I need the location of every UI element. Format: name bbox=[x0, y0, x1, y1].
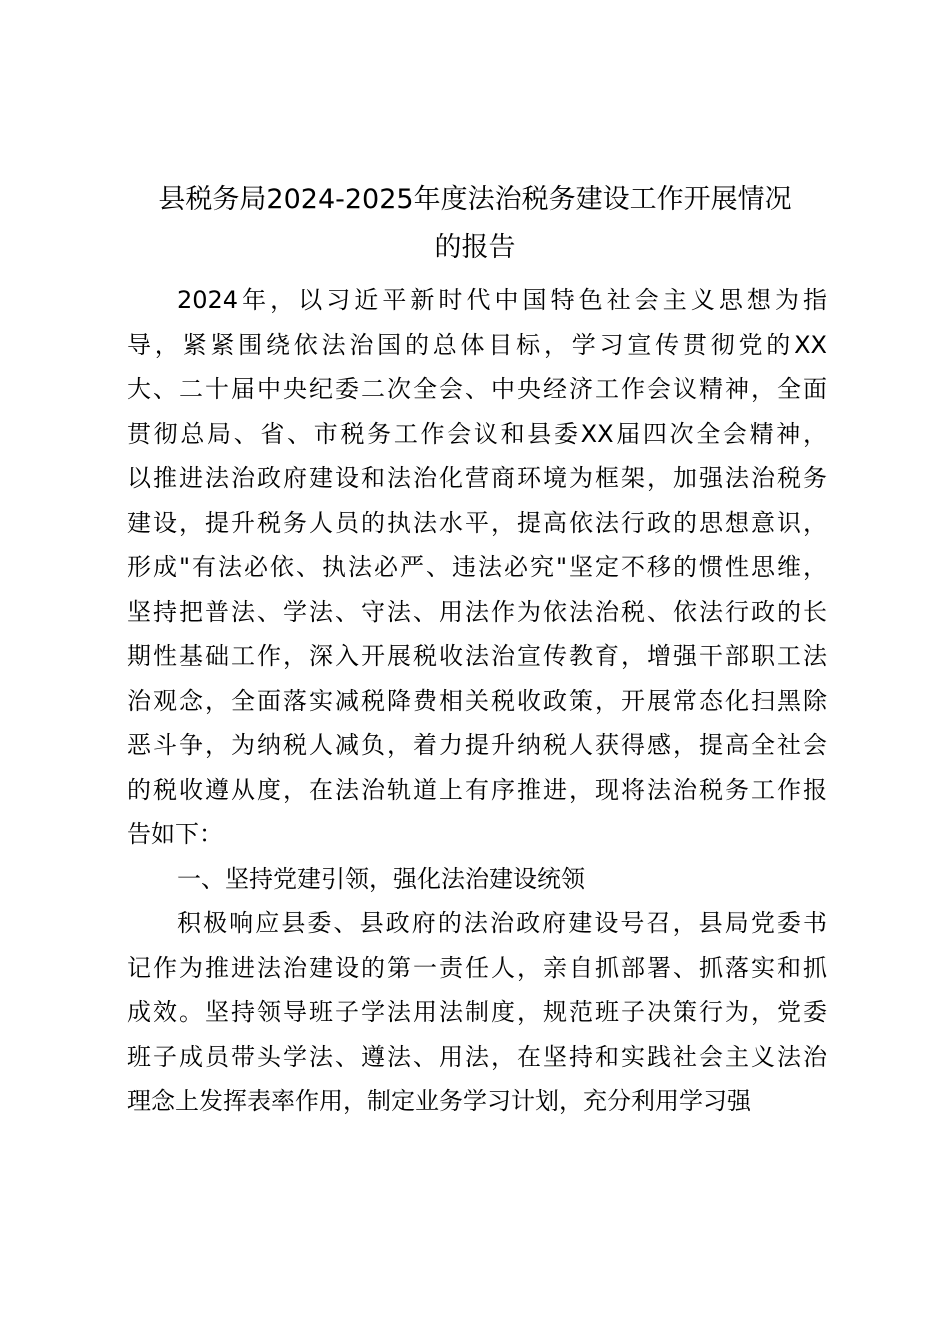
body-line: 期性基础工作，深入开展税收法治宣传教育，增强干部职工法 bbox=[127, 642, 827, 670]
body-line: 治观念，全面落实减税降费相关税收政策，开展常态化扫黑除 bbox=[127, 686, 827, 715]
body-line: 班子成员带头学法、遵法、用法，在坚持和实践社会主义法治 bbox=[127, 1042, 827, 1071]
body-line: 坚持把普法、学法、守法、用法作为依法治税、依法行政的长 bbox=[127, 597, 827, 626]
body-line: 理念上发挥表率作用，制定业务学习计划，充分利用学习强 bbox=[127, 1087, 751, 1115]
body-line: 告如下： bbox=[127, 820, 223, 848]
body-line: 形成"有法必依、执法必严、违法必究"坚定不移的惯性思维， bbox=[127, 553, 827, 581]
document-title bbox=[120, 176, 830, 272]
body-line: 以推进法治政府建设和法治化营商环境为框架，加强法治税务 bbox=[127, 464, 827, 492]
body-line: 建设，提升税务人员的执法水平，提高依法行政的思想意识， bbox=[127, 508, 827, 537]
body-line: 2024年，以习近平新时代中国特色社会主义思想为指 bbox=[177, 286, 827, 314]
body-line: 记作为推进法治建设的第一责任人，亲自抓部署、抓落实和抓 bbox=[127, 953, 827, 982]
body-line: 恶斗争，为纳税人减负，着力提升纳税人获得感，提高全社会 bbox=[127, 731, 827, 759]
body-line: 导，紧紧围绕依法治国的总体目标，学习宣传贯彻党的XX bbox=[127, 330, 827, 359]
title-line-2: 的报告 bbox=[434, 232, 516, 263]
body-line: 的税收遵从度，在法治轨道上有序推进，现将法治税务工作报 bbox=[127, 775, 827, 804]
title-line-1: 县税务局2024-2025年度法治税务建设工作开展情况 bbox=[158, 184, 792, 215]
body-line: 成效。坚持领导班子学法用法制度，规范班子决策行为，党委 bbox=[127, 998, 827, 1026]
body-line: 积极响应县委、县政府的法治政府建设号召，县局党委书 bbox=[177, 909, 827, 937]
document-body bbox=[127, 278, 827, 1124]
section-heading: 一、坚持党建引领，强化法治建设统领 bbox=[177, 864, 585, 893]
body-line: 贯彻总局、省、市税务工作会议和县委XX届四次全会精神， bbox=[127, 419, 827, 448]
body-line: 大、二十届中央纪委二次全会、中央经济工作会议精神，全面 bbox=[127, 375, 827, 403]
